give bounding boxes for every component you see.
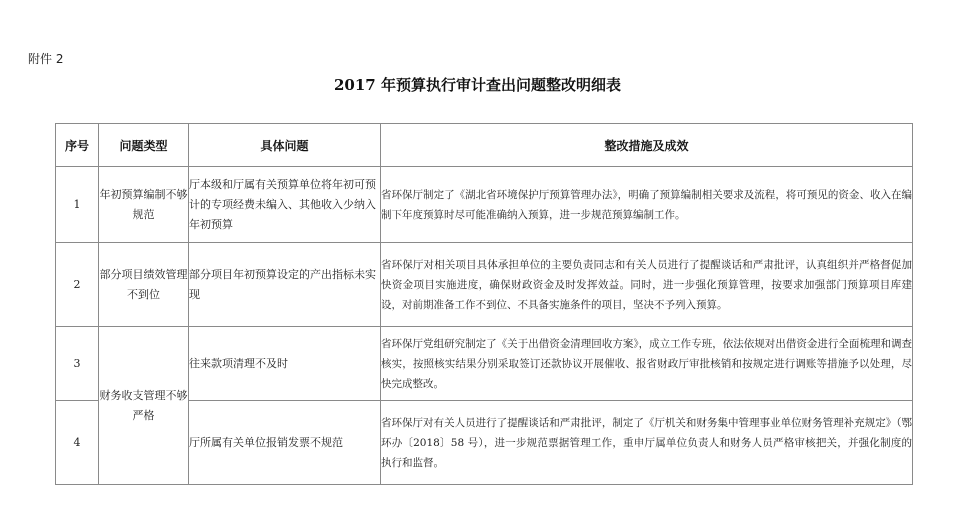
rectification-measures: 省环保厅党组研究制定了《关于出借资金清理回收方案》，成立工作专班，依法依规对出借资金进行全面梳理和调查核实，按照核实结果分别采取签订还款协议开展催收、报省财政厅审批核销和按规定进行调账等措施予以处理，尽快完成整改。 — [381, 327, 913, 401]
header-specific-issue: 具体问题 — [189, 124, 381, 167]
header-issue-type: 问题类型 — [99, 124, 189, 167]
issue-type: 部分项目绩效管理不到位 — [99, 243, 189, 327]
row-number: 3 — [56, 327, 99, 401]
issue-type: 年初预算编制不够规范 — [99, 167, 189, 243]
document-title: 2017 年预算执行审计查出问题整改明细表 — [334, 76, 621, 94]
header-measures: 整改措施及成效 — [381, 124, 913, 167]
rectification-measures: 省环保厅对有关人员进行了提醒谈话和严肃批评，制定了《厅机关和财务集中管理事业单位财务管理补充规定》（鄂环办〔2018〕58 号），进一步规范票据管理工作，重申厅属单位负责人和财务人员严格审核把关，并强化制度的执行和监督。 — [381, 401, 913, 485]
specific-issue: 部分项目年初预算设定的产出指标未实现 — [189, 243, 381, 327]
rectification-measures: 省环保厅制定了《湖北省环境保护厅预算管理办法》，明确了预算编制相关要求及流程，将可预见的资金、收入在编制下年度预算时尽可能准确纳入预算，进一步规范预算编制工作。 — [381, 167, 913, 243]
table-header-row — [56, 124, 913, 167]
row-number: 1 — [56, 167, 99, 243]
row-number: 2 — [56, 243, 99, 327]
header-no: 序号 — [56, 124, 99, 167]
specific-issue: 往来款项清理不及时 — [189, 327, 381, 401]
issue-type: 财务收支管理不够严格 — [99, 327, 189, 485]
specific-issue: 厅所属有关单位报销发票不规范 — [189, 401, 381, 485]
specific-issue: 厅本级和厅属有关预算单位将年初可预计的专项经费未编入、其他收入少纳入年初预算 — [189, 167, 381, 243]
attachment-label: 附件 2 — [28, 52, 64, 66]
rectification-table — [55, 123, 913, 485]
table-row — [56, 167, 913, 243]
table-row — [56, 327, 913, 401]
rectification-measures: 省环保厅对相关项目具体承担单位的主要负责同志和有关人员进行了提醒谈话和严肃批评，认真组织并严格督促加快资金项目实施进度，确保财政资金及时发挥效益。同时，进一步强化预算管理，按要求加强部门预算项目库建设，对前期准备工作不到位、不具备实施条件的项目，坚决不予列入预算。 — [381, 243, 913, 327]
row-number: 4 — [56, 401, 99, 485]
table-row — [56, 243, 913, 327]
